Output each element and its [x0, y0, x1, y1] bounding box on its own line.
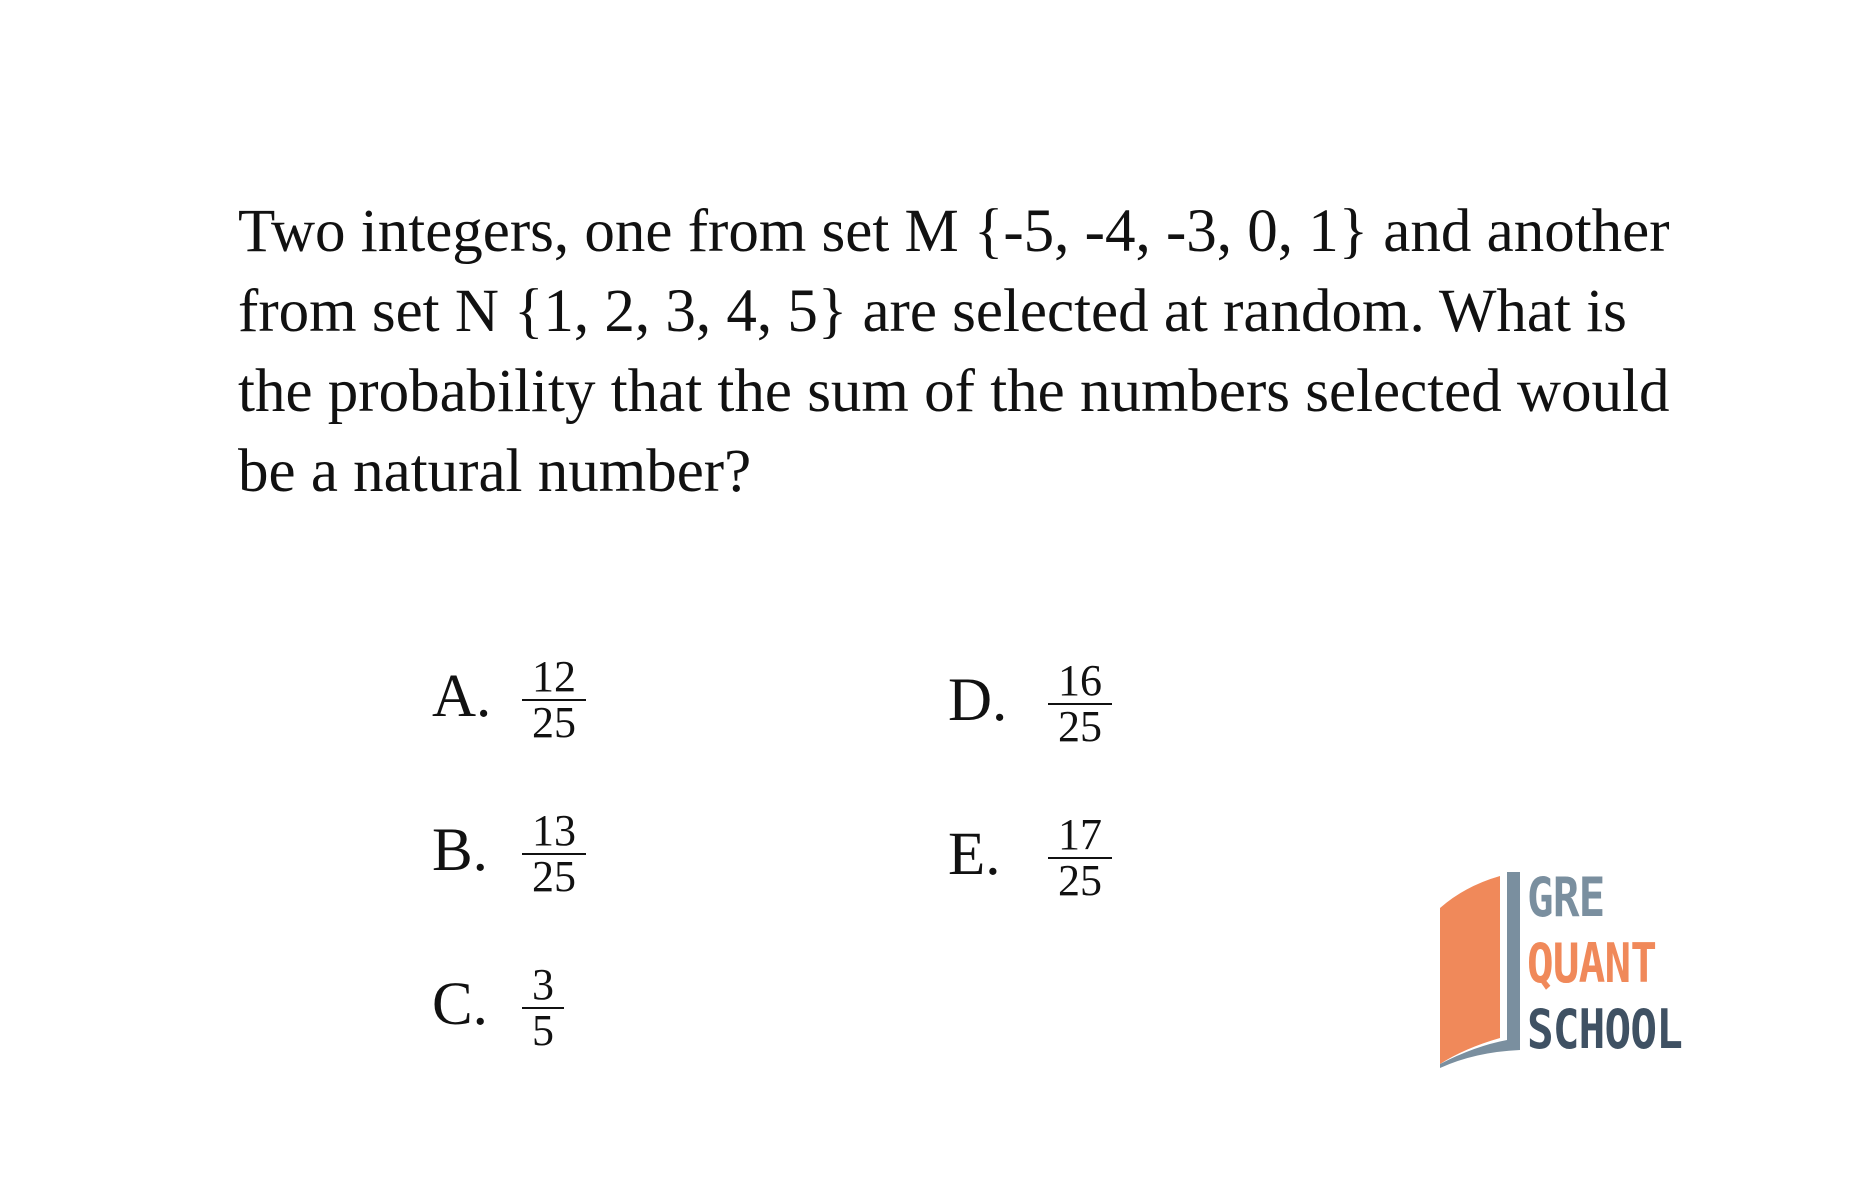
answer-choice-b[interactable]: [432, 804, 586, 901]
question-line: from set N {1, 2, 3, 4, 5} are selected at random. What is: [238, 278, 1627, 345]
choice-letter: E.: [948, 821, 1001, 888]
fraction-denominator: 25: [1058, 702, 1102, 751]
fraction-numerator: 17: [1048, 814, 1112, 859]
logo-text-school: SCHOOL: [1527, 998, 1683, 1061]
choice-letter: A.: [432, 663, 492, 730]
question-line: be a natural number?: [238, 438, 752, 505]
fraction-numerator: 12: [522, 656, 586, 701]
choice-fraction: [522, 806, 586, 901]
fraction-denominator: 25: [532, 852, 576, 901]
fraction-numerator: 16: [1048, 660, 1112, 705]
question-text: [238, 192, 1670, 512]
choice-fraction: [522, 652, 586, 747]
logo-text-quant: QUANT: [1527, 932, 1657, 995]
answer-choice-c[interactable]: [432, 958, 564, 1055]
choice-fraction: [522, 960, 564, 1055]
fraction-denominator: 25: [532, 698, 576, 747]
choice-fraction: [1048, 810, 1112, 905]
choice-letter: B.: [432, 817, 488, 884]
choice-letter: D.: [948, 667, 1008, 734]
question-line: Two integers, one from set M {-5, -4, -3, 0, 1} and another: [238, 198, 1670, 265]
answer-choice-e[interactable]: [948, 808, 1112, 905]
fraction-numerator: 3: [522, 964, 564, 1009]
fraction-denominator: 5: [532, 1006, 554, 1055]
choice-letter: C.: [432, 971, 488, 1038]
answer-choice-d[interactable]: [948, 654, 1112, 751]
book-page-orange: [1440, 876, 1500, 1064]
choice-fraction: [1048, 656, 1112, 751]
fraction-denominator: 25: [1058, 856, 1102, 905]
logo-text-gre: GRE: [1527, 866, 1605, 929]
question-line: the probability that the sum of the numbers selected would: [238, 358, 1670, 425]
fraction-numerator: 13: [522, 810, 586, 855]
answer-choice-a[interactable]: [432, 650, 586, 747]
